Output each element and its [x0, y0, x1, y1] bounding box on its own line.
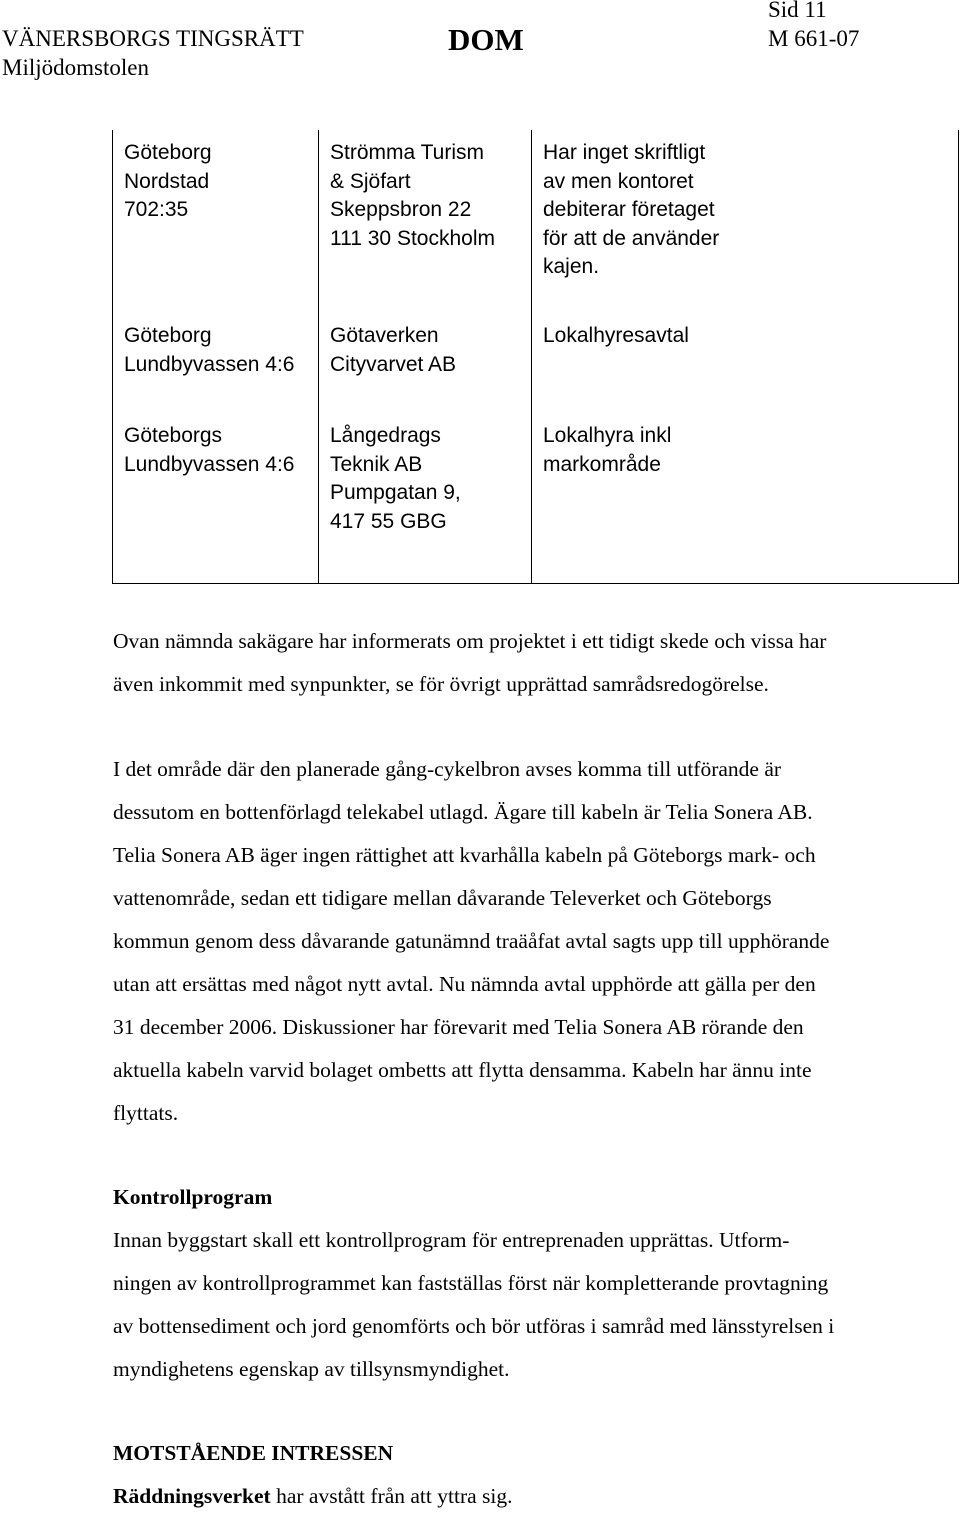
paragraph-kontrollprogram: Innan byggstart skall ett kontrollprogram för entreprenaden upprättas. Utform- ningen av kontrollprogrammet kan fastställas först när kompletterande provtagning av bottensediment och jord genomförts och bör utföras i samråd med länsstyrelsen i myndighetens egenskap av tillsynsmyndighet. [113, 1228, 835, 1381]
raddningsverket-label: Räddningsverket [113, 1484, 271, 1508]
owner-cell: Långedrags Teknik AB Pumpgatan 9, 417 55 GBG [319, 413, 532, 583]
paragraph-raddningsverket [113, 1475, 513, 1518]
table-row [113, 130, 959, 313]
property-cell: Göteborg Lundbyvassen 4:6 [113, 313, 319, 413]
raddningsverket-text: har avstått från att yttra sig. [270, 1484, 513, 1508]
page-number: Sid 11 [768, 0, 827, 22]
department-name: Miljödomstolen [2, 55, 149, 80]
table-row [113, 413, 959, 583]
heading-motstaende-intressen: MOTSTÅENDE INTRESSEN [113, 1441, 394, 1465]
case-number: M 661-07 [768, 26, 860, 51]
property-cell: Göteborg Nordstad 702:35 [113, 130, 319, 313]
property-cell: Göteborgs Lundbyvassen 4:6 [113, 413, 319, 583]
paragraph-notified-parties: Ovan nämnda sakägare har informerats om projektet i ett tidigt skede och vissa har även inkommit med synpunkter, se för övrigt upprättad samrådsredogörelse. [113, 629, 827, 696]
heading-kontrollprogram: Kontrollprogram [113, 1185, 273, 1209]
agreement-cell: Lokalhyra inkl markområde [532, 413, 959, 583]
document-type: DOM [448, 22, 524, 57]
agreement-cell: Har inget skriftligt av men kontoret debiterar företaget för att de använder kajen. [532, 130, 959, 313]
parties-table [112, 130, 959, 584]
agreement-cell: Lokalhyresavtal [532, 313, 959, 413]
court-name: VÄNERSBORGS TINGSRÄTT [2, 26, 304, 51]
paragraph-telecable: I det område där den planerade gång-cykelbron avses komma till utförande är dessutom en bottenförlagd telekabel utlagd. Ägare till kabeln är Telia Sonera AB. Telia Sonera AB äger ingen rättighet att kvarhålla kabeln på Göteborgs mark- och vattenområde, sedan ett tidigare mellan dåvarande Televerket och Göteborgs kommun genom dess dåvarande gatunämnd traäåfat avtal sagts upp till upphörande utan att ersättas med något nytt avtal. Nu nämnda avtal upphörde att gälla per den 31 december 2006. Diskussioner har förevarit med Telia Sonera AB rörande den aktuella kabeln varvid bolaget ombetts att flytta densamma. Kabeln har ännu inte flyttats. [113, 757, 830, 1125]
owner-cell: Götaverken Cityvarvet AB [319, 313, 532, 413]
table-row [113, 313, 959, 413]
owner-cell: Strömma Turism & Sjöfart Skeppsbron 22 111 30 Stockholm [319, 130, 532, 313]
